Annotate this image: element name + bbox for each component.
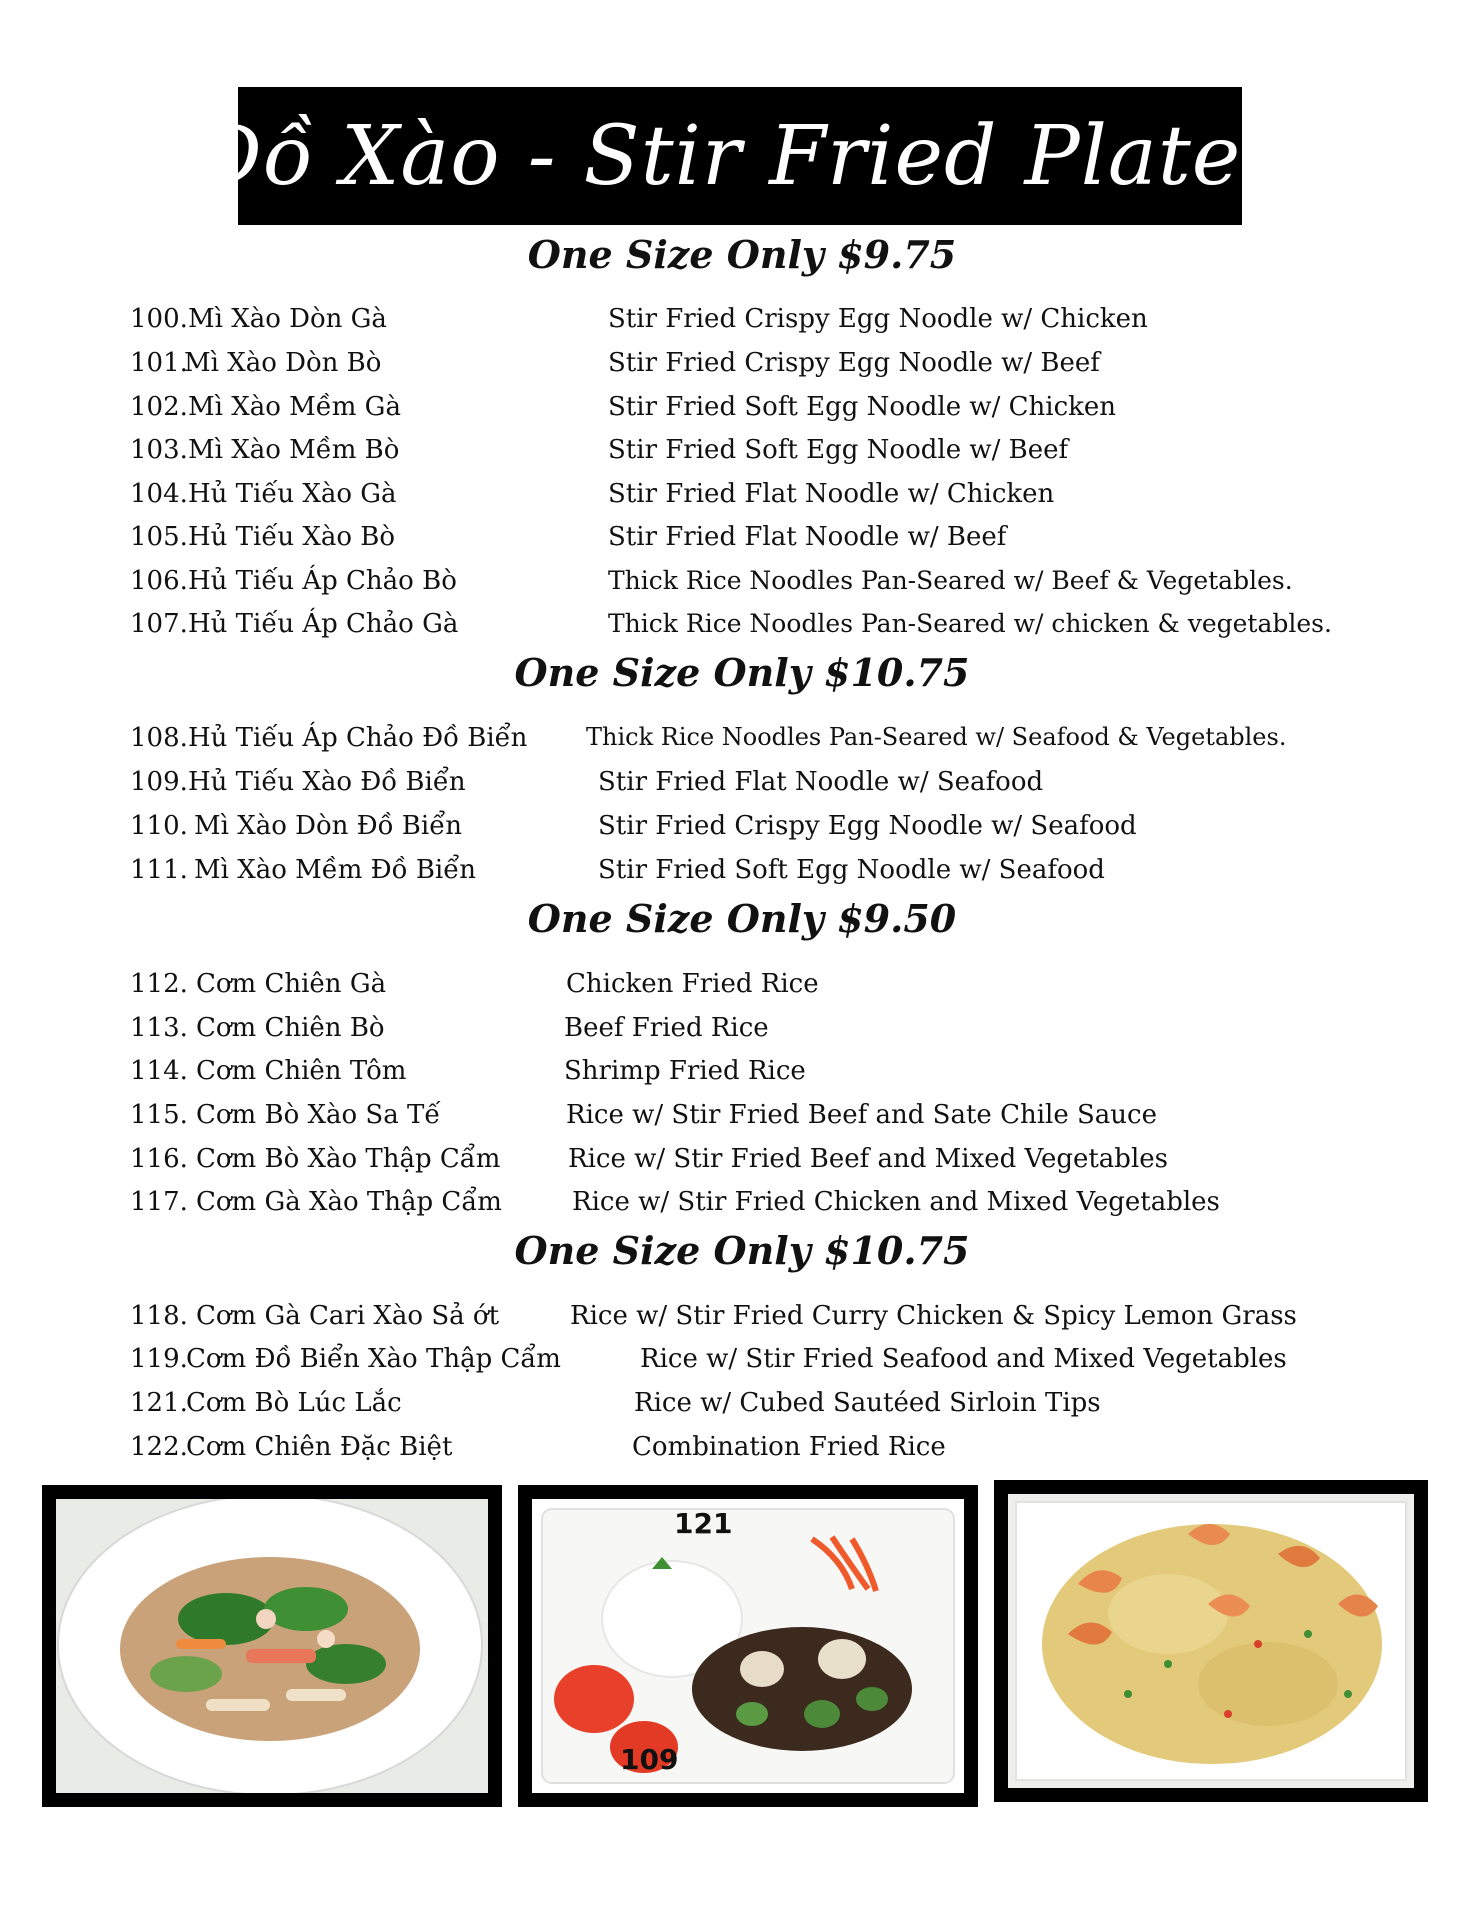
menu-item: 105. Hủ Tiếu Xào Bò Stir Fried Flat Noodle w/ Beef: [130, 522, 1007, 552]
menu-item: 101. Mì Xào Dòn Bò Stir Fried Crispy Egg Noodle w/ Beef: [130, 348, 1100, 378]
section-heading-2: One Size Only $10.75: [514, 650, 970, 695]
menu-item: 103. Mì Xào Mềm Bò Stir Fried Soft Egg Noodle w/ Beef: [130, 435, 1069, 465]
menu-item: 121. Cơm Bò Lúc Lắc Rice w/ Cubed Sautéed Sirloin Tips: [130, 1388, 1101, 1418]
menu-item: 108. Hủ Tiếu Áp Chảo Đồ Biển Thick Rice Noodles Pan-Seared w/ Seafood & Vegetables.: [130, 723, 1287, 753]
plate-number-label: 109: [620, 1743, 679, 1776]
menu-item: 112. Cơm Chiên Gà Chicken Fried Rice: [130, 969, 819, 999]
page-title: Đồ Xào - Stir Fried Plates: [238, 87, 1242, 225]
beef-rice-illustration: [532, 1499, 964, 1793]
section-heading-3: One Size Only $9.50: [527, 896, 957, 941]
menu-item: 113. Cơm Chiên Bò Beef Fried Rice: [130, 1013, 769, 1043]
menu-item: 122. Cơm Chiên Đặc Biệt Combination Fried Rice: [130, 1432, 946, 1462]
menu-item: 104. Hủ Tiếu Xào Gà Stir Fried Flat Noodle w/ Chicken: [130, 479, 1055, 509]
menu-item: 100. Mì Xào Dòn Gà Stir Fried Crispy Egg Noodle w/ Chicken: [130, 304, 1148, 334]
shrimp-fried-rice-illustration: [1008, 1494, 1414, 1788]
menu-item: 114. Cơm Chiên Tôm Shrimp Fried Rice: [130, 1056, 806, 1086]
noodle-dish-illustration: [56, 1499, 488, 1793]
menu-item: 111. Mì Xào Mềm Đồ Biển Stir Fried Soft Egg Noodle w/ Seafood: [130, 855, 1105, 885]
shrimp-fried-rice-photo: [994, 1480, 1428, 1802]
menu-item: 106. Hủ Tiếu Áp Chảo Bò Thick Rice Noodles Pan-Seared w/ Beef & Vegetables.: [130, 566, 1293, 596]
menu-item: 115. Cơm Bò Xào Sa Tế Rice w/ Stir Fried Beef and Sate Chile Sauce: [130, 1100, 1157, 1130]
menu-item: 107. Hủ Tiếu Áp Chảo Gà Thick Rice Noodles Pan-Seared w/ chicken & vegetables.: [130, 609, 1332, 639]
section-heading-1: One Size Only $9.75: [527, 232, 957, 277]
plate-number-label: 121: [674, 1507, 733, 1540]
menu-item: 117. Cơm Gà Xào Thập Cẩm Rice w/ Stir Fried Chicken and Mixed Vegetables: [130, 1187, 1220, 1217]
section-heading-4: One Size Only $10.75: [514, 1228, 970, 1273]
menu-item: 118. Cơm Gà Cari Xào Sả ớt Rice w/ Stir Fried Curry Chicken & Spicy Lemon Grass: [130, 1301, 1297, 1331]
menu-item: 109. Hủ Tiếu Xào Đồ Biển Stir Fried Flat Noodle w/ Seafood: [130, 767, 1044, 797]
beef-rice-dish-photo: [518, 1485, 978, 1807]
noodle-dish-photo: [42, 1485, 502, 1807]
menu-item: 110. Mì Xào Dòn Đồ Biển Stir Fried Crispy Egg Noodle w/ Seafood: [130, 811, 1137, 841]
menu-item: 116. Cơm Bò Xào Thập Cẩm Rice w/ Stir Fried Beef and Mixed Vegetables: [130, 1144, 1168, 1174]
menu-item: 119. Cơm Đồ Biển Xào Thập Cẩm Rice w/ Stir Fried Seafood and Mixed Vegetables: [130, 1344, 1287, 1374]
menu-item: 102. Mì Xào Mềm Gà Stir Fried Soft Egg Noodle w/ Chicken: [130, 392, 1117, 422]
